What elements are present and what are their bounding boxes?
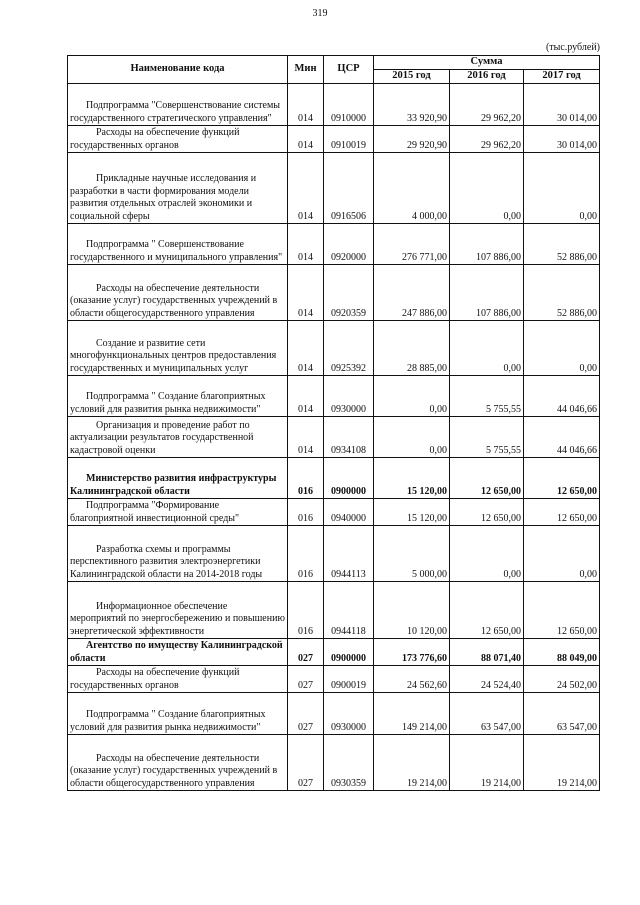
row-2016: 5 755,55 [450,376,524,417]
row-min: 014 [288,376,324,417]
row-2016: 12 650,00 [450,458,524,499]
row-name: Разработка схемы и программы перспективного развития электроэнергетики Калининградской области на 2014-2018 годы [70,543,263,580]
row-2017: 12 650,00 [524,582,600,639]
row-2015: 29 920,90 [374,126,450,153]
table-row [68,666,600,693]
row-2017: 44 046,66 [524,417,600,458]
row-csr: 0940000 [324,499,374,526]
row-min: 014 [288,417,324,458]
row-2016: 0,00 [450,153,524,224]
row-2015: 4 000,00 [374,153,450,224]
table-row [68,153,600,224]
row-name: Расходы на обеспечение функций государственных органов [70,667,240,691]
row-name: Агентство по имуществу Калининградской области [70,640,283,664]
row-csr: 0900000 [324,458,374,499]
header-2017: 2017 год [524,70,600,84]
row-2017: 24 502,00 [524,666,600,693]
row-2015: 10 120,00 [374,582,450,639]
row-2015: 19 214,00 [374,735,450,791]
row-name: Расходы на обеспечение деятельности (оказание услуг) государственных учреждений в области общегосударственного управления [70,282,278,319]
row-2015: 247 886,00 [374,265,450,321]
row-csr: 0934108 [324,417,374,458]
row-name: Подпрограмма " Создание благоприятных условий для развития рынка недвижимости" [70,391,266,415]
row-2015: 0,00 [374,417,450,458]
row-csr: 0925392 [324,321,374,376]
row-2016: 107 886,00 [450,265,524,321]
row-name: Прикладные научные исследования и разработки в части формирования модели развития отдельных отраслей экономики и социальной сферы [70,173,257,222]
row-min: 027 [288,735,324,791]
table-row [68,321,600,376]
row-2017: 63 547,00 [524,693,600,735]
row-2016: 12 650,00 [450,499,524,526]
row-2016: 29 962,20 [450,126,524,153]
row-2017: 0,00 [524,321,600,376]
row-2017: 52 886,00 [524,224,600,265]
row-name: Расходы на обеспечение деятельности (оказание услуг) государственных учреждений в области общегосударственного управления [70,752,278,789]
units-label: (тыс.рублей) [545,42,600,53]
header-2016: 2016 год [450,70,524,84]
row-csr: 0900019 [324,666,374,693]
row-2016: 0,00 [450,526,524,582]
row-2016: 63 547,00 [450,693,524,735]
row-min: 014 [288,126,324,153]
header-name: Наименование кода [68,56,288,84]
table-row [68,265,600,321]
row-2016: 88 071,40 [450,639,524,666]
table-row [68,224,600,265]
table-row [68,526,600,582]
row-name: Подпрограмма " Совершенствование государственного и муниципального управления" [70,239,283,263]
row-2017: 0,00 [524,526,600,582]
row-min: 027 [288,693,324,735]
row-min: 016 [288,582,324,639]
table-row [68,126,600,153]
table-row [68,84,600,126]
row-2017: 52 886,00 [524,265,600,321]
row-2017: 30 014,00 [524,126,600,153]
row-2015: 276 771,00 [374,224,450,265]
table-row [68,417,600,458]
header-2015: 2015 год [374,70,450,84]
row-2016: 0,00 [450,321,524,376]
row-csr: 0930359 [324,735,374,791]
row-2015: 15 120,00 [374,499,450,526]
table-row [68,499,600,526]
row-csr: 0900000 [324,639,374,666]
row-csr: 0930000 [324,376,374,417]
row-min: 014 [288,84,324,126]
row-2016: 19 214,00 [450,735,524,791]
row-min: 014 [288,321,324,376]
table-row [68,458,600,499]
header-sum: Сумма [374,56,600,70]
row-2017: 12 650,00 [524,499,600,526]
row-csr: 0944118 [324,582,374,639]
row-min: 016 [288,458,324,499]
row-name: Подпрограмма " Создание благоприятных условий для развития рынка недвижимости" [70,709,266,733]
row-csr: 0930000 [324,693,374,735]
header-min: Мин [288,56,324,84]
row-name: Подпрограмма "Формирование благоприятной инвестиционной среды" [70,500,240,524]
row-csr: 0910019 [324,126,374,153]
row-min: 014 [288,224,324,265]
row-2015: 33 920,90 [374,84,450,126]
row-2015: 15 120,00 [374,458,450,499]
table-row [68,639,600,666]
row-2017: 0,00 [524,153,600,224]
row-csr: 0916506 [324,153,374,224]
row-min: 014 [288,265,324,321]
row-2017: 30 014,00 [524,84,600,126]
row-2017: 19 214,00 [524,735,600,791]
row-2015: 5 000,00 [374,526,450,582]
row-csr: 0944113 [324,526,374,582]
row-name: Организация и проведение работ по актуализации результатов государственной кадастровой оценки [70,419,254,456]
row-2015: 28 885,00 [374,321,450,376]
row-2015: 173 776,60 [374,639,450,666]
budget-table [67,55,600,791]
row-2016: 24 524,40 [450,666,524,693]
row-min: 016 [288,499,324,526]
row-2015: 149 214,00 [374,693,450,735]
row-name: Расходы на обеспечение функций государственных органов [70,127,240,151]
header-csr: ЦСР [324,56,374,84]
row-min: 016 [288,526,324,582]
row-csr: 0910000 [324,84,374,126]
table-row [68,582,600,639]
row-min: 027 [288,666,324,693]
row-2017: 12 650,00 [524,458,600,499]
row-csr: 0920000 [324,224,374,265]
row-min: 027 [288,639,324,666]
row-2015: 0,00 [374,376,450,417]
row-2016: 107 886,00 [450,224,524,265]
row-2016: 5 755,55 [450,417,524,458]
row-2017: 44 046,66 [524,376,600,417]
row-2016: 29 962,20 [450,84,524,126]
row-2015: 24 562,60 [374,666,450,693]
table-row [68,693,600,735]
row-name: Информационное обеспечение мероприятий по энергосбережению и повышению энергетической эффективности [70,600,285,637]
page-number: 319 [312,8,328,19]
row-2016: 12 650,00 [450,582,524,639]
table-row [68,376,600,417]
row-2017: 88 049,00 [524,639,600,666]
row-name: Министерство развития инфраструктуры Калининградской области [70,473,277,497]
row-name: Создание и развитие сети многофункциональных центров предоставления государственных и муниципальных услуг [70,337,277,374]
table-row [68,735,600,791]
row-min: 014 [288,153,324,224]
row-name: Подпрограмма "Совершенствование системы государственного стратегического управления" [70,100,280,124]
row-csr: 0920359 [324,265,374,321]
